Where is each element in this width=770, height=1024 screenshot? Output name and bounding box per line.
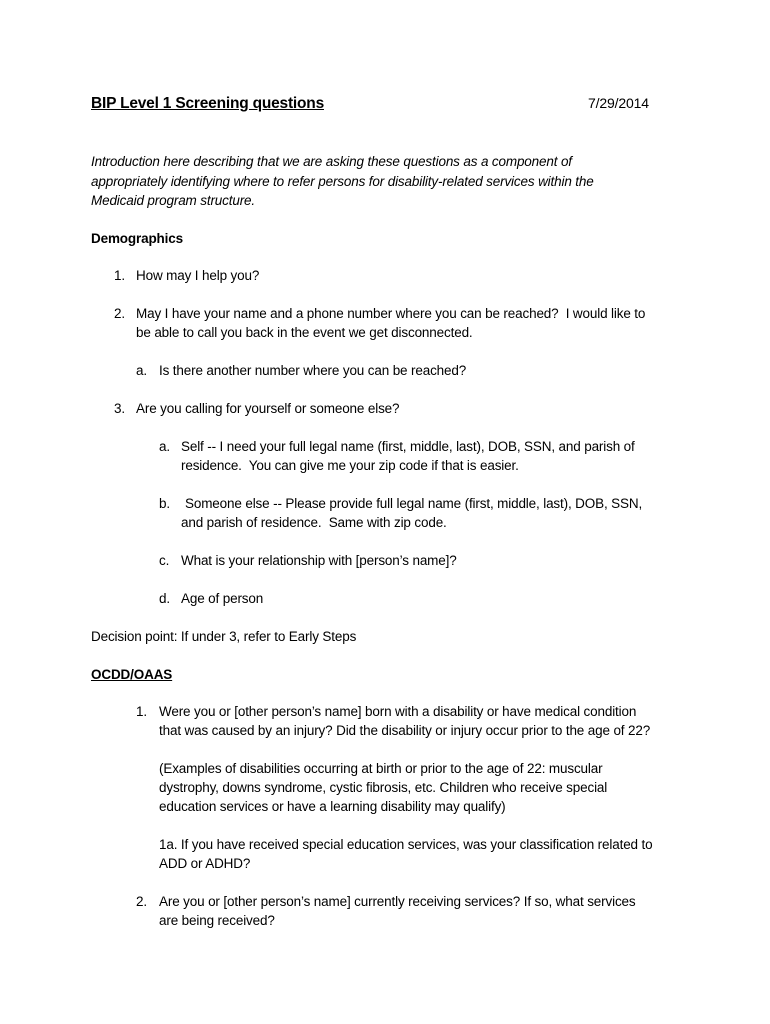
question-text: be able to call you back in the event we get disconnected. — [136, 325, 473, 340]
examples-note: (Examples of disabilities occurring at birth or prior to the age of 22: muscular — [159, 761, 603, 776]
sub-question-text: Someone else -- Please provide full legal name (first, middle, last), DOB, SSN, — [185, 496, 643, 511]
question-text: that was caused by an injury? Did the disability or injury occur prior to the age of 22? — [159, 723, 651, 738]
sub-question-text: residence. You can give me your zip code if that is easier. — [181, 458, 519, 473]
section-heading-ocdd-oaas: OCDD/OAAS — [91, 667, 173, 682]
sub-question-letter: b. — [159, 496, 170, 511]
intro-line: Introduction here describing that we are asking these questions as a component of — [91, 154, 572, 169]
question-text: May I have your name and a phone number where you can be reached? I would like to — [136, 306, 646, 321]
examples-note: education services or have a learning disability may qualify) — [159, 799, 506, 814]
intro-line: appropriately identifying where to refer persons for disability-related services within the — [91, 174, 594, 189]
question-number: 2. — [136, 894, 147, 909]
question-text: How may I help you? — [136, 268, 260, 283]
sub-question-letter: d. — [159, 591, 170, 606]
intro-line: Medicaid program structure. — [91, 193, 256, 208]
sub-question-text: Age of person — [181, 591, 264, 606]
sub-question-text: Is there another number where you can be reached? — [159, 363, 467, 378]
sub-question-letter: a. — [136, 363, 147, 378]
sub-question-letter: c. — [159, 553, 170, 568]
sub-question-text: What is your relationship with [person’s name]? — [181, 553, 457, 568]
examples-note: dystrophy, downs syndrome, cystic fibrosis, etc. Children who receive special — [159, 780, 608, 795]
question-number: 1. — [136, 704, 147, 719]
question-number: 3. — [114, 401, 125, 416]
question-text: Are you or [other person’s name] currently receiving services? If so, what services — [159, 894, 636, 909]
sub-question-text: Self -- I need your full legal name (first, middle, last), DOB, SSN, and parish of — [181, 439, 635, 454]
sub-question-text: and parish of residence. Same with zip code. — [181, 515, 447, 530]
question-text: Were you or [other person’s name] born with a disability or have medical condition — [159, 704, 637, 719]
document-title: BIP Level 1 Screening questions — [91, 95, 324, 112]
followup-question: 1a. If you have received special education services, was your classification related to — [159, 837, 653, 852]
followup-question: ADD or ADHD? — [159, 856, 251, 871]
question-text: are being received? — [159, 913, 275, 928]
section-heading-demographics: Demographics — [91, 231, 183, 246]
sub-question-letter: a. — [159, 439, 170, 454]
question-text: Are you calling for yourself or someone else? — [136, 401, 400, 416]
question-number: 2. — [114, 306, 125, 321]
document-date: 7/29/2014 — [588, 95, 649, 111]
decision-point: Decision point: If under 3, refer to Early Steps — [91, 629, 357, 644]
question-number: 1. — [114, 268, 125, 283]
